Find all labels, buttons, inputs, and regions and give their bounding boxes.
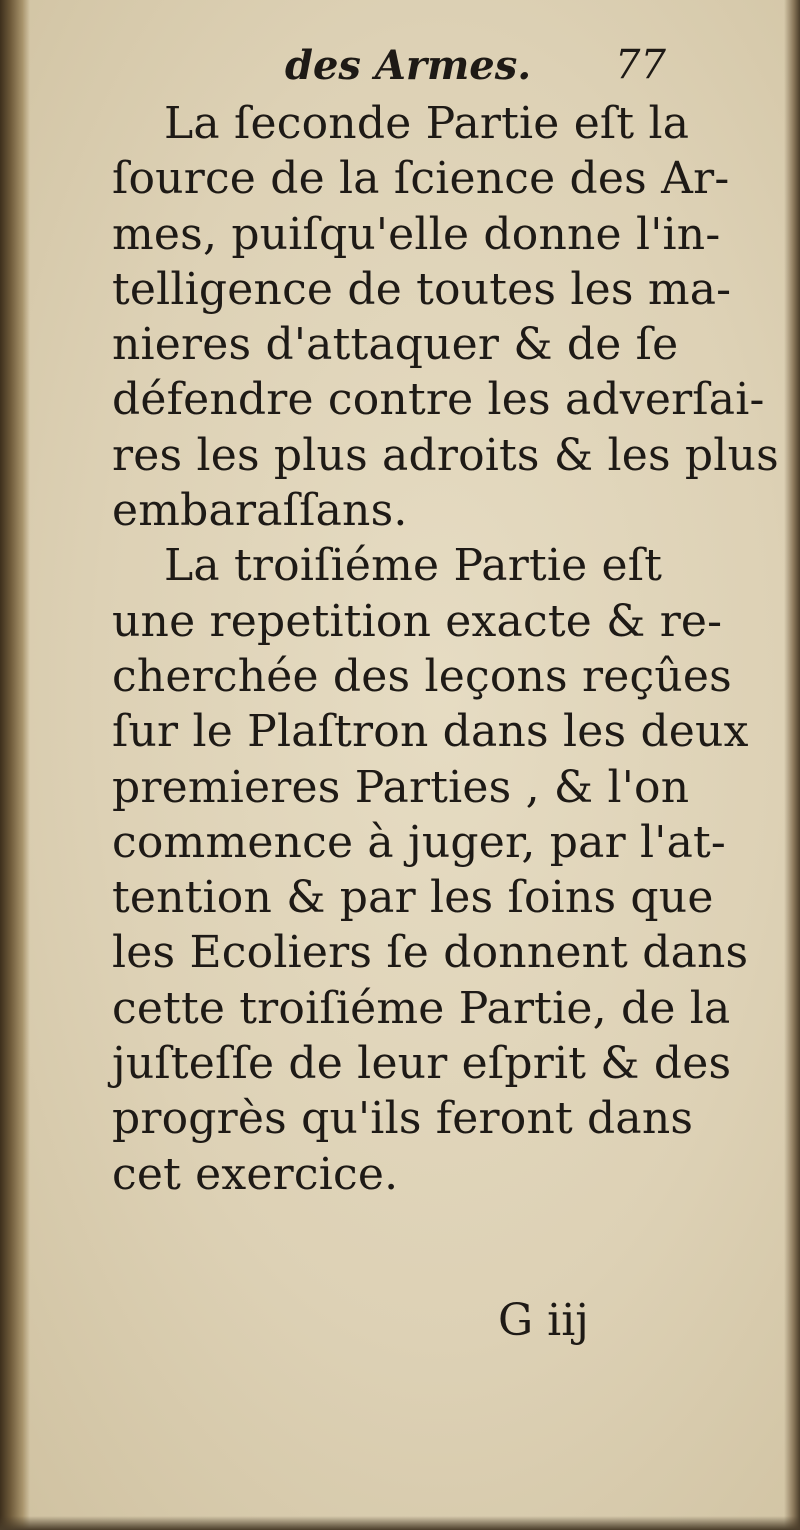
text-line: nieres d'attaquer & de ſe (112, 319, 679, 371)
text-line: défendre contre les adverſai- (112, 374, 765, 426)
text-line: tention & par les ſoins que (112, 872, 714, 924)
text-line: commence à juger, par l'at- (112, 816, 726, 868)
text-line: une repetition exacte & re- (112, 595, 723, 647)
running-head (0, 38, 800, 88)
text-line: ſur le Plaſtron dans les deux (112, 706, 749, 758)
signature-mark: G iij (498, 1295, 589, 1346)
text-line: embaraſſans. (112, 485, 408, 537)
text-line: cherchée des leçons reçûes (112, 650, 732, 702)
text-line: res les plus adroits & les plus (112, 429, 779, 481)
running-title: des Armes. (285, 42, 532, 89)
text-line: les Ecoliers ſe donnent dans (112, 927, 749, 979)
text-line: telligence de toutes les ma- (112, 263, 732, 315)
text-line: juſteſſe de leur eſprit & des (112, 1038, 732, 1090)
page-number: 77 (615, 42, 666, 88)
page-edge-right (784, 0, 800, 1530)
text-line: premieres Parties , & l'on (112, 761, 690, 813)
page-edge-bottom (0, 1516, 800, 1530)
text-line: La troiſiéme Partie eſt (164, 540, 663, 592)
text-line: cet exercice. (112, 1148, 399, 1200)
text-line: cette troiſiéme Partie, de la (112, 982, 731, 1034)
text-line: La ſeconde Partie eſt la (164, 98, 690, 149)
text-line: progrès qu'ils feront dans (112, 1093, 694, 1145)
binding-shadow (0, 0, 30, 1530)
text-line: ſource de la ſcience des Ar- (112, 153, 730, 205)
text-line: mes, puiſqu'elle donne l'in- (112, 208, 721, 260)
body-text (112, 96, 779, 1202)
